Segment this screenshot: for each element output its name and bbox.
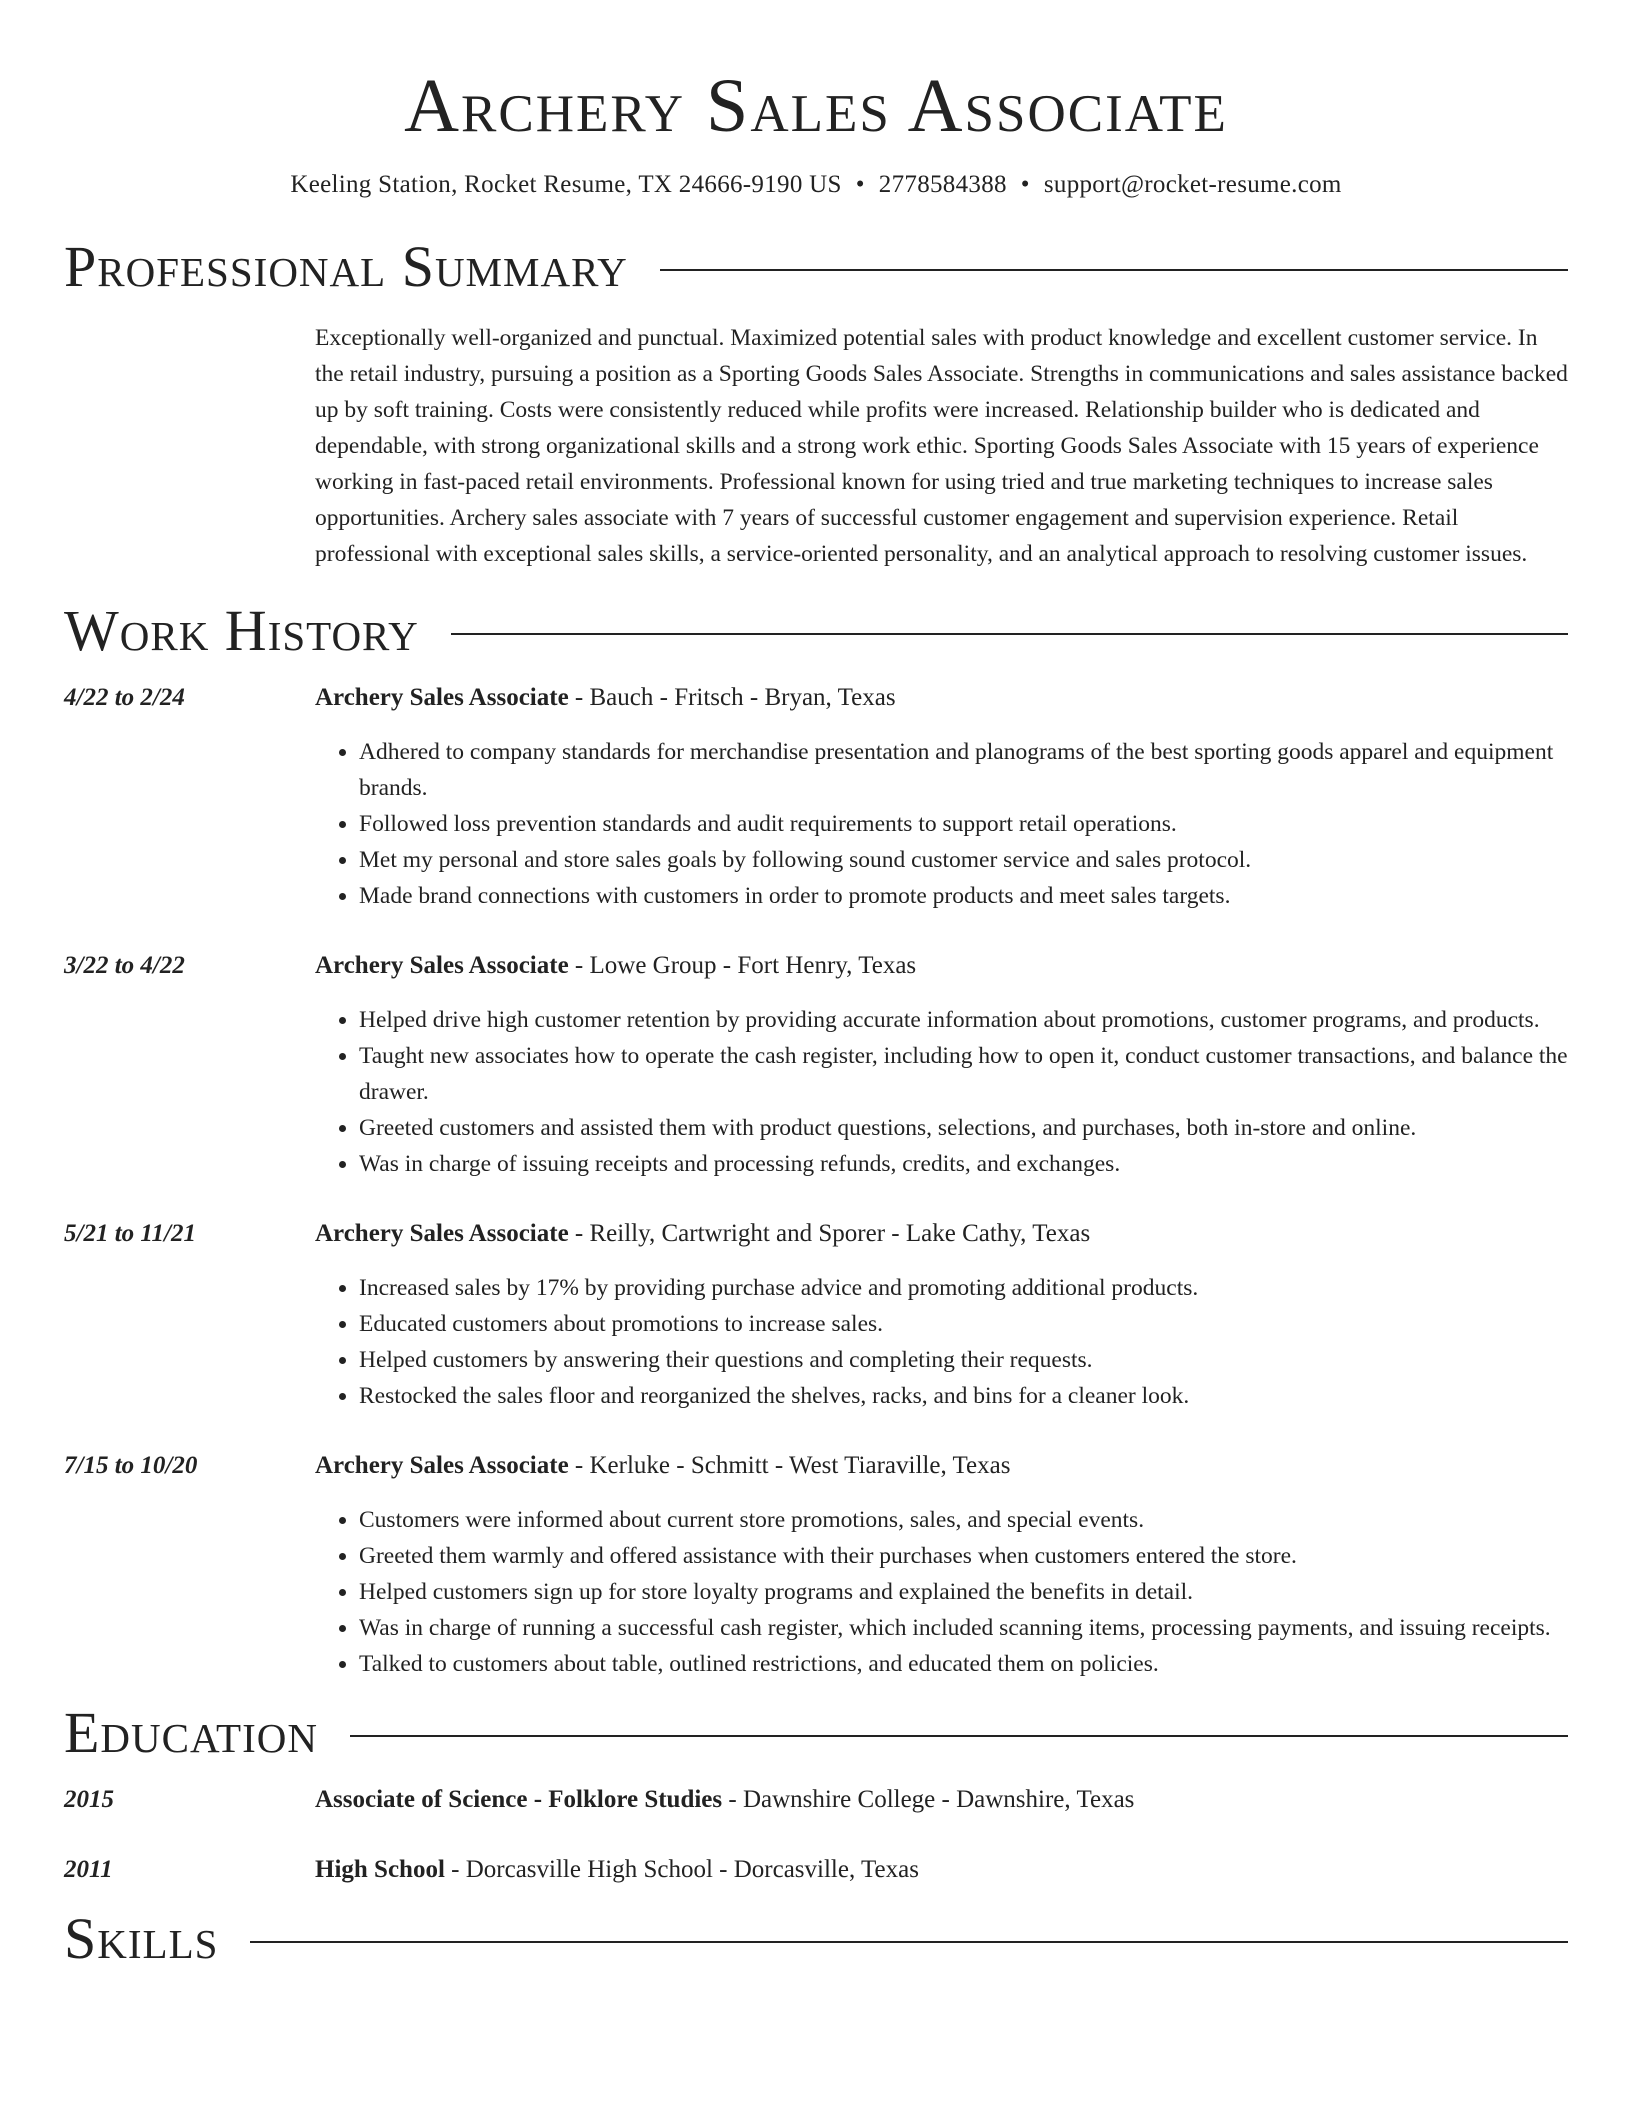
education-entry [64,1852,1568,1888]
job-title: Archery Sales Associate [315,1452,569,1479]
job-title-line [315,1448,1568,1484]
job-title: Archery Sales Associate [315,952,569,979]
job-bullet: • Was in charge of running a successful cash register, which included scanning items, processing payments, and issuing receipts. [359,1610,1568,1646]
skills-heading: Skills [64,1906,219,1971]
job-dates: 3/22 to 4/22 [64,952,185,979]
education-details [315,1782,1568,1818]
education-list [64,1782,1568,1888]
job-bullet: • Talked to customers about table, outlined restrictions, and educated them on policies. [359,1646,1568,1682]
job-bullet: • Greeted customers and assisted them with product questions, selections, and purchases, both in-store and online. [359,1110,1568,1146]
education-degree: High School [315,1856,445,1883]
job-bullet: • Restocked the sales floor and reorganized the shelves, racks, and bins for a cleaner look. [359,1378,1568,1414]
job-bullet: • Made brand connections with customers in order to promote products and meet sales targets. [359,878,1568,914]
job-bullet: • Educated customers about promotions to increase sales. [359,1306,1568,1342]
contact-separator: • [1020,171,1030,198]
job-dates: 7/15 to 10/20 [64,1452,198,1479]
education-heading: Education [64,1700,318,1765]
job-title-line [315,948,1568,984]
education-degree: Associate of Science - Folklore Studies [315,1786,723,1813]
education-year: 2015 [64,1786,114,1813]
education-line [315,1852,1568,1888]
job-bullet: • Adhered to company standards for merchandise presentation and planograms of the best sporting goods apparel and equipment brands. [359,734,1568,806]
job-bullet: • Helped drive high customer retention by providing accurate information about promotions, customer programs, and products. [359,1002,1568,1038]
job-employer: - Kerluke - Schmitt - West Tiaraville, Texas [568,1452,1011,1479]
job-bullets [315,1002,1568,1182]
job-details [315,948,1568,1182]
job-dates: 5/21 to 11/21 [64,1220,196,1247]
job-bullet: • Followed loss prevention standards and audit requirements to support retail operations. [359,806,1568,842]
job-title-line [315,1216,1568,1252]
contact-address: Keeling Station, Rocket Resume, TX 24666-9190 US [290,171,842,198]
section-divider [250,1941,1568,1943]
work-history-list [64,680,1568,1682]
job-bullets [315,734,1568,914]
job-bullet: • Helped customers sign up for store loyalty programs and explained the benefits in detail. [359,1574,1568,1610]
job-details [315,1448,1568,1682]
job-bullet: • Taught new associates how to operate the cash register, including how to open it, conduct customer transactions, and balance the drawer. [359,1038,1568,1110]
resume-page [64,0,1568,1974]
job-bullet: • Customers were informed about current store promotions, sales, and special events. [359,1502,1568,1538]
job-dates: 4/22 to 2/24 [64,684,185,711]
summary-section-header [64,232,1568,302]
education-school: - Dawnshire College - Dawnshire, Texas [722,1786,1135,1813]
education-entry [64,1782,1568,1818]
job-title-line [315,680,1568,716]
education-school: - Dorcasville High School - Dorcasville, Texas [444,1856,919,1883]
job-details [315,1216,1568,1414]
job-details [315,680,1568,914]
job-bullet: • Greeted them warmly and offered assistance with their purchases when customers entered the store. [359,1538,1568,1574]
section-divider [660,269,1568,271]
job-bullet: • Helped customers by answering their questions and completing their requests. [359,1342,1568,1378]
job-bullet: • Met my personal and store sales goals by following sound customer service and sales protocol. [359,842,1568,878]
education-section-header [64,1698,1568,1768]
job-employer: - Lowe Group - Fort Henry, Texas [568,952,917,979]
education-line [315,1782,1568,1818]
contact-line [64,168,1568,202]
candidate-name: Archery Sales Associate [404,64,1228,148]
job-bullet: • Increased sales by 17% by providing purchase advice and promoting additional products. [359,1270,1568,1306]
education-year: 2011 [64,1856,113,1883]
work-heading: Work History [64,598,419,663]
job-entry [64,1216,1568,1414]
education-details [315,1852,1568,1888]
summary-text: Exceptionally well-organized and punctual. Maximized potential sales with product knowledge and excellent customer service. In the retail industry, pursuing a position as a Sporting Goods Sales Associate. Strengths in communications and sales assistance backed up by soft training. Costs were consistently reduced while profits were increased. Relationship builder who is dedicated and dependable, with strong organizational skills and a strong work ethic. Sporting Goods Sales Associate with 15 years of experience working in fast-paced retail environments. Professional known for using tried and true marketing techniques to increase sales opportunities. Archery sales associate with 7 years of successful customer engagement and supervision experience. Retail professional with exceptional sales skills, a service-oriented personality, and an analytical approach to resolving customer issues. [315,325,1568,567]
job-entry [64,680,1568,914]
job-bullets [315,1502,1568,1682]
section-divider [350,1735,1568,1737]
contact-phone: 2778584388 [878,171,1007,198]
section-divider [451,633,1568,635]
skills-section-header [64,1904,1568,1974]
job-title: Archery Sales Associate [315,1220,569,1247]
job-title: Archery Sales Associate [315,684,569,711]
job-employer: - Reilly, Cartwright and Sporer - Lake Cathy, Texas [568,1220,1091,1247]
work-section-header [64,596,1568,666]
summary-heading: Professional Summary [64,234,628,299]
job-entry [64,1448,1568,1682]
contact-separator: • [855,171,865,198]
job-bullet: • Was in charge of issuing receipts and processing refunds, credits, and exchanges. [359,1146,1568,1182]
job-bullets [315,1270,1568,1414]
contact-email: support@rocket-resume.com [1043,171,1342,198]
job-employer: - Bauch - Fritsch - Bryan, Texas [568,684,896,711]
job-entry [64,948,1568,1182]
